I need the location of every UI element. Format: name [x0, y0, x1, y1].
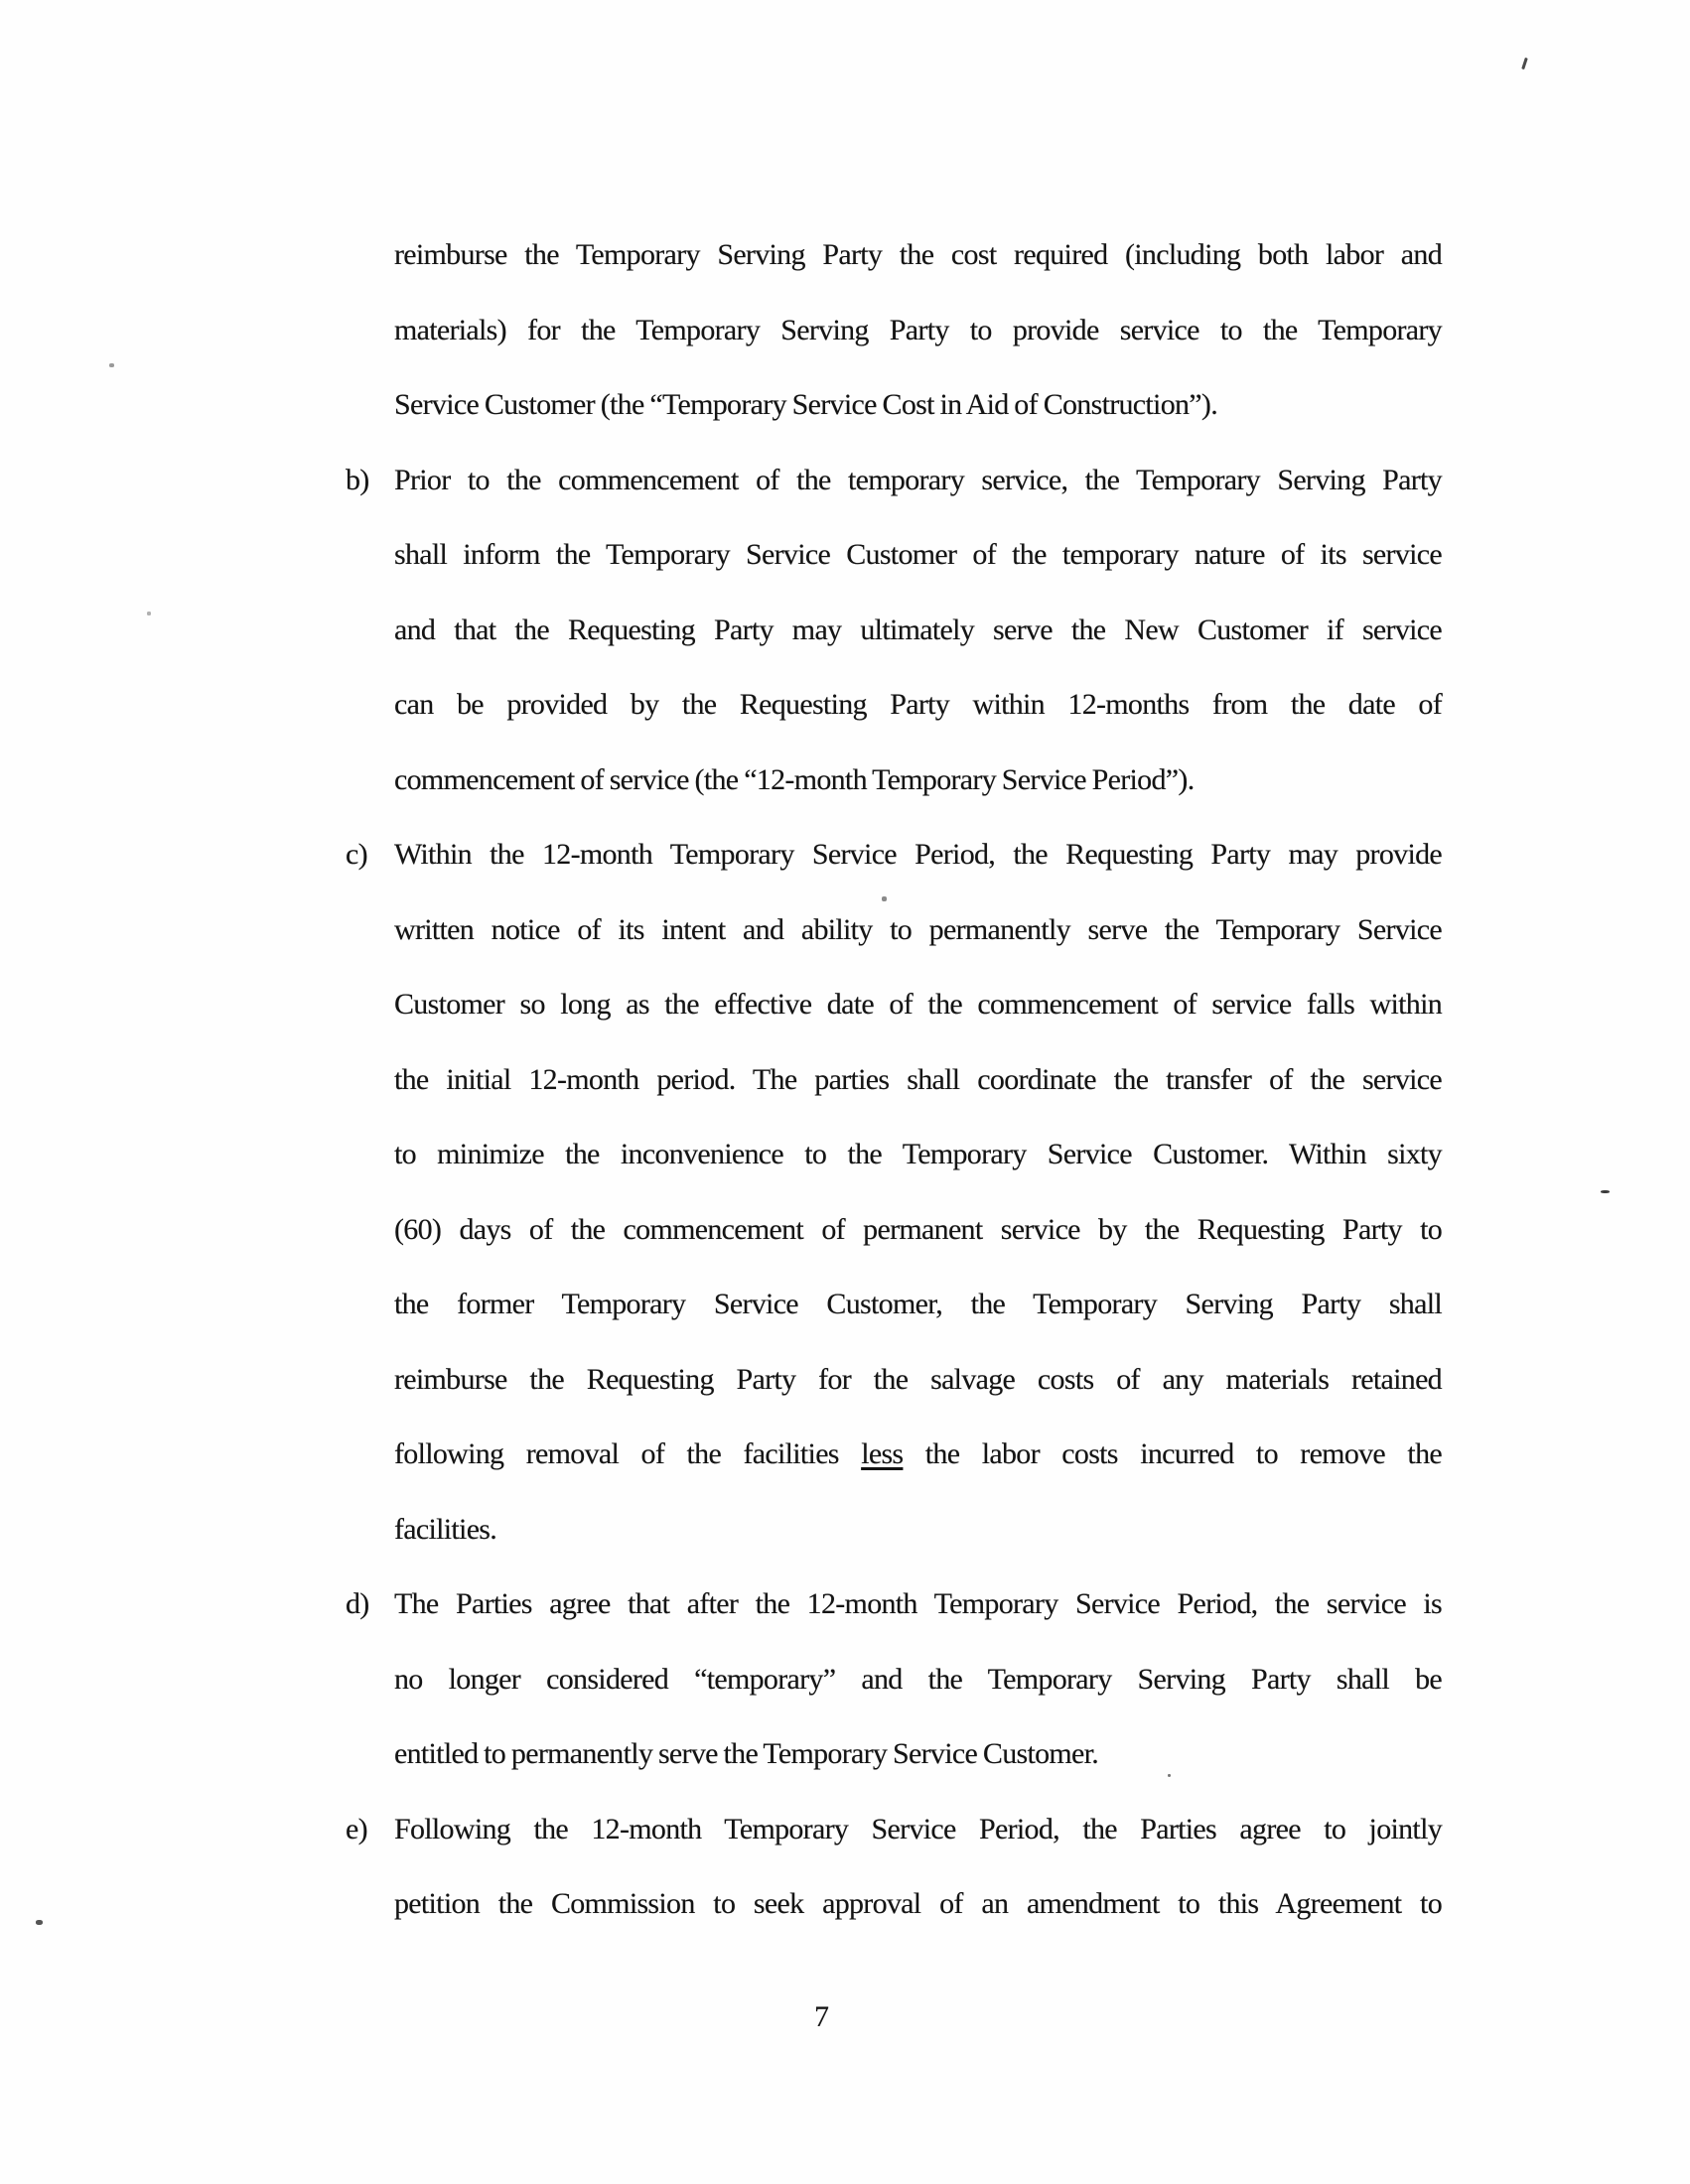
list-item-label: d) [346, 1587, 369, 1620]
page-number: 7 [814, 2000, 829, 2033]
text-segment: Customer so long as the effective date of the commencement of service falls within [394, 988, 1442, 1021]
body-text [346, 217, 1442, 1942]
scan-speck-left-mid [147, 612, 151, 615]
scan-speck-bottom-left [36, 1920, 43, 1925]
text-segment: the initial 12-month period. The parties shall coordinate the transfer of the service [394, 1062, 1442, 1096]
scan-dash-right-margin [1601, 1190, 1610, 1193]
underlined-word: less [861, 1437, 904, 1470]
text-segment: Prior to the commencement of the temporary service, the Temporary Serving Party [394, 463, 1442, 496]
text-segment: Service Customer (the “Temporary Service Cost in Aid of Construction”). [394, 388, 1217, 421]
text-line [346, 1642, 1442, 1717]
text-segment: Following the 12-month Temporary Service Period, the Parties agree to jointly [394, 1812, 1442, 1845]
text-segment: no longer considered “temporary” and the Temporary Serving Party shall be [394, 1662, 1442, 1696]
list-item-label: c) [346, 838, 367, 871]
text-segment: (60) days of the commencement of permanent service by the Requesting Party to [394, 1212, 1442, 1246]
text-line [346, 293, 1442, 368]
text-line [346, 892, 1442, 968]
text-line [346, 967, 1442, 1042]
text-segment: the former Temporary Service Customer, the Temporary Serving Party shall [394, 1288, 1442, 1320]
text-line [346, 1192, 1442, 1268]
text-segment: facilities. [394, 1512, 497, 1546]
text-segment: reimburse the Temporary Serving Party the cost required (including both labor and [394, 238, 1442, 271]
text-line [346, 1492, 1442, 1568]
text-segment: reimburse the Requesting Party for the salvage costs of any materials retained [394, 1362, 1442, 1396]
text-segment: entitled to permanently serve the Temporary Service Customer. [394, 1737, 1099, 1770]
text-line [346, 1117, 1442, 1192]
text-line [346, 367, 1442, 443]
scan-tick-top-right [1521, 58, 1528, 69]
text-segment: materials) for the Temporary Serving Party to provide service to the Temporary [394, 313, 1442, 346]
text-line [346, 217, 1442, 293]
text-line [346, 1042, 1442, 1118]
text-segment: commencement of service (the “12-month Temporary Service Period”). [394, 762, 1195, 796]
scan-speck-center [882, 896, 887, 901]
text-segment: Within the 12-month Temporary Service Period, the Requesting Party may provide [394, 838, 1442, 871]
text-line [346, 1417, 1442, 1492]
list-item-label: e) [346, 1812, 367, 1845]
text-segment: and that the Requesting Party may ultimately serve the New Customer if service [394, 613, 1442, 646]
text-line [346, 1716, 1442, 1792]
text-line [346, 1792, 1442, 1867]
text-line [346, 667, 1442, 743]
text-line [346, 1342, 1442, 1418]
text-segment: can be provided by the Requesting Party within 12-months from the date of [394, 688, 1442, 721]
scan-speck-above-e [1168, 1774, 1171, 1777]
list-item-label: b) [346, 463, 369, 496]
text-line [346, 743, 1442, 818]
text-line [346, 817, 1442, 892]
text-segment: written notice of its intent and ability to permanently serve the Temporary Service [394, 912, 1442, 946]
text-line [346, 1267, 1442, 1342]
text-line [346, 1866, 1442, 1942]
text-segment: the labor costs incurred to remove the [903, 1437, 1442, 1470]
scan-speck-left-upper [109, 363, 114, 367]
text-line [346, 443, 1442, 518]
text-segment: The Parties agree that after the 12-month Temporary Service Period, the service is [394, 1587, 1442, 1620]
text-segment: petition the Commission to seek approval of an amendment to this Agreement to [394, 1887, 1442, 1920]
text-segment: to minimize the inconvenience to the Temporary Service Customer. Within sixty [394, 1138, 1442, 1170]
text-line [346, 593, 1442, 668]
text-line [346, 517, 1442, 593]
text-line [346, 1567, 1442, 1642]
text-segment: following removal of the facilities [394, 1437, 862, 1470]
text-segment: shall inform the Temporary Service Customer of the temporary nature of its service [394, 538, 1442, 571]
